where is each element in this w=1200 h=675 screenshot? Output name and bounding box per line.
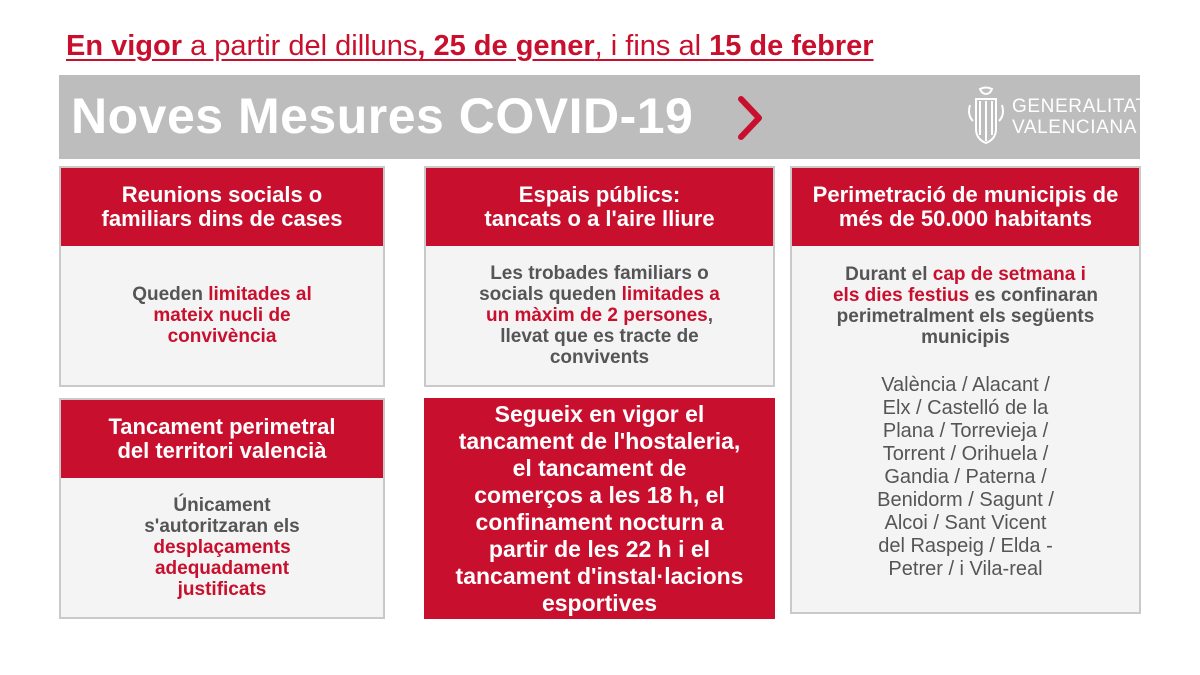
card-perimetracio-body-line4: municipis <box>921 327 1010 348</box>
card-espais-title-line2: tancats o a l'aire lliure <box>484 206 715 231</box>
card-espais-body-line5: convivents <box>549 347 650 368</box>
municipality-line: Torrent / Orihuela / <box>882 443 1049 465</box>
municipality-line: Alcoi / Sant Vicent <box>884 512 1047 534</box>
municipality-line: Benidorm / Sagunt / <box>877 489 1054 511</box>
logo-line2: VALENCIANA <box>1012 117 1137 138</box>
validity-headline <box>66 30 966 70</box>
card-hostaleria-line: Segueix en vigor el <box>494 400 705 427</box>
card-tancament-body-red1: desplaçaments <box>153 537 291 558</box>
card-perimetracio <box>790 166 1141 614</box>
card-espais-body-line1: Les trobades familiars o <box>490 263 709 284</box>
card-hostaleria-line: tancament de l'hostaleria, <box>458 427 741 454</box>
headline-part4: , i fins al <box>594 30 710 62</box>
card-tancament-title-line1: Tancament perimetral <box>108 414 336 439</box>
card-espais-title-line1: Espais públics: <box>518 182 681 207</box>
logo-line1: GENERALITAT <box>1012 96 1148 117</box>
card-tancament-title-line2: del territori valencià <box>117 438 327 463</box>
card-espais-title <box>426 168 773 246</box>
card-reunions-body-plain: Queden <box>132 284 209 305</box>
headline-part1: En vigor <box>66 30 183 62</box>
card-perimetracio-title <box>792 168 1139 246</box>
card-perimetracio-body-line2b: es confinaran <box>969 285 1099 306</box>
municipality-line: Gandia / Paterna / <box>884 466 1047 488</box>
municipality-line: València / Alacant / <box>881 374 1050 396</box>
card-hostaleria-line: comerços a les 18 h, el <box>474 481 725 508</box>
chevron-right-icon <box>735 95 765 141</box>
title-banner <box>59 75 1148 159</box>
generalitat-logo <box>964 83 1148 151</box>
card-tancament-body <box>61 478 383 617</box>
card-espais-body-line3a: un màxim de 2 persones <box>485 305 708 326</box>
headline-part5: 15 de febrer <box>709 30 874 62</box>
logo-text <box>1012 96 1148 138</box>
card-reunions-body <box>61 246 383 385</box>
municipality-line: del Raspeig / Elda - <box>878 535 1053 557</box>
card-hostaleria-line: partir de les 22 h i el <box>488 535 711 562</box>
card-espais-body-line2a: socials queden <box>479 284 622 305</box>
card-tancament-body-line2: s'autoritzaran els <box>144 516 300 537</box>
card-tancament-body-red2: adequadament <box>154 558 290 579</box>
card-espais <box>424 166 775 387</box>
card-perimetracio-body <box>792 246 1139 612</box>
municipality-line: Plana / Torrevieja / <box>882 420 1049 442</box>
card-tancament-perimetral <box>59 398 385 619</box>
card-reunions-body-red1: limitades al <box>208 284 312 305</box>
headline-part2: a partir del dilluns <box>182 30 418 62</box>
card-reunions-body-red3: convivència <box>167 326 277 347</box>
municipality-line: Petrer / i Vila-real <box>888 558 1043 580</box>
card-perimetracio-title-line2: més de 50.000 habitants <box>838 206 1093 231</box>
page-title: Noves Mesures COVID-19 <box>71 88 694 144</box>
card-reunions-body-red2: mateix nucli de <box>153 305 291 326</box>
card-reunions <box>59 166 385 387</box>
card-tancament-title <box>61 400 383 478</box>
card-hostaleria-line: esportives <box>541 589 658 616</box>
card-tancament-body-red3: justificats <box>177 579 267 600</box>
card-perimetracio-body-line3: perimetralment els següents <box>836 306 1095 327</box>
card-perimetracio-body-line1a: Durant el <box>845 264 933 285</box>
card-espais-body <box>426 246 773 385</box>
municipality-line: Elx / Castelló de la <box>882 397 1049 419</box>
card-hostaleria-line: tancament d'instal·lacions <box>455 562 744 589</box>
card-hostaleria <box>424 398 775 619</box>
headline-part3: , 25 de gener <box>417 30 595 62</box>
card-hostaleria-line: el tancament de <box>512 454 687 481</box>
card-reunions-title-line2: familiars dins de cases <box>101 206 343 231</box>
card-perimetracio-body-line2a: els dies festius <box>832 285 970 306</box>
card-reunions-title-line1: Reunions socials o <box>121 182 323 207</box>
card-reunions-title <box>61 168 383 246</box>
card-espais-body-line3b: , <box>707 305 714 326</box>
card-tancament-body-line1: Únicament <box>173 495 271 516</box>
card-perimetracio-title-line1: Perimetració de municipis de <box>812 182 1119 207</box>
card-espais-body-line4: llevat que es tracte de <box>500 326 699 347</box>
card-perimetracio-body-line1b: cap de setmana i <box>932 264 1086 285</box>
card-hostaleria-line: confinament nocturn a <box>475 508 724 535</box>
coat-of-arms-icon <box>966 85 1006 147</box>
card-espais-body-line2b: limitades a <box>621 284 720 305</box>
municipalities-list <box>877 374 1054 581</box>
